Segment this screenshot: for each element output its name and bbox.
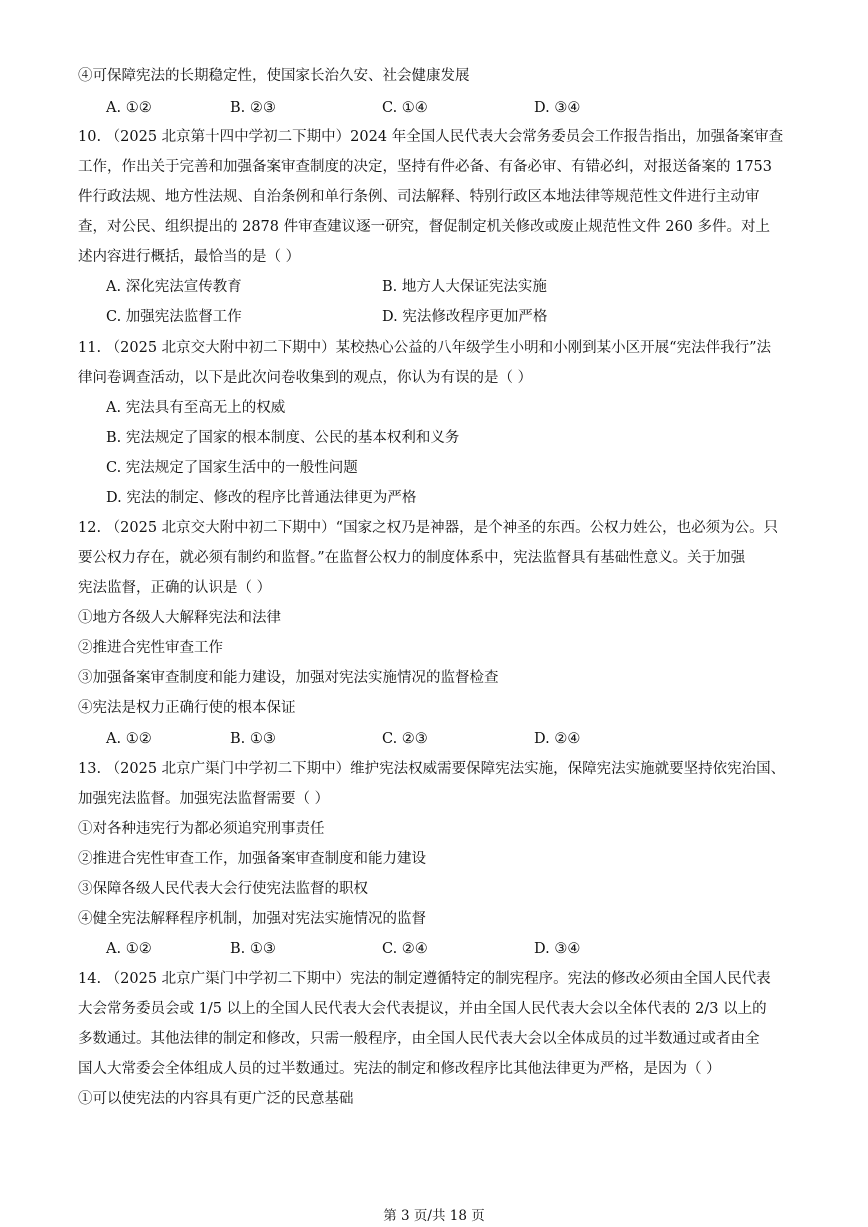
q10-option-a: A. 深化宪法宣传教育 [106,279,242,295]
q13-statement-2: ②推进合宪性审查工作，加强备案审查制度和能力建设 [78,851,426,867]
q10-options-row-1 [78,277,838,297]
q9-options [78,98,838,118]
q14-stem-line-1: 14. （2025 北京广渠门中学初二下期中）宪法的制定遵循特定的制宪程序。宪法的修改必须由全国人民代表 [78,971,771,987]
q13-option-c: C. ②④ [382,941,428,957]
q11-stem-line-1: 11. （2025 北京交大附中初二下期中）某校热心公益的八年级学生小明和小刚到某小区开展“宪法伴我行”法 [78,340,772,356]
q9-option-b: B. ②③ [230,100,276,116]
q14-stem-line-4: 国人大常委会全体组成人员的过半数通过。宪法的制定和修改程序比其他法律更为严格，是因为（ ） [78,1061,721,1077]
q10-stem-line-3: 件行政法规、地方性法规、自治条例和单行条例、司法解释、特别行政区本地法律等规范性文件进行主动审 [78,189,760,205]
q12-options [78,729,838,749]
q12-option-b: B. ①③ [230,731,276,747]
q12-stem-line-2: 要公权力存在，就必须有制约和监督。”在监督公权力的制度体系中，宪法监督具有基础性意义。关于加强 [78,550,746,566]
q12-statement-2: ②推进合宪性审查工作 [78,640,223,656]
q11-option-c: C. 宪法规定了国家生活中的一般性问题 [106,460,358,476]
q12-statement-4: ④宪法是权力正确行使的根本保证 [78,700,296,716]
q10-option-c: C. 加强宪法监督工作 [106,309,242,325]
q13-option-b: B. ①③ [230,941,276,957]
q11-option-d: D. 宪法的制定、修改的程序比普通法律更为严格 [106,490,417,506]
q10-options-row-2 [78,307,838,327]
q13-options [78,939,838,959]
q10-stem-line-4: 查，对公民、组织提出的 2878 件审查建议逐一研究，督促制定机关修改或废止规范性文件 260 多件。对上 [78,219,771,235]
q10-option-d: D. 宪法修改程序更加严格 [382,309,548,325]
q14-stem-line-3: 多数通过。其他法律的制定和修改，只需一般程序，由全国人民代表大会以全体成员的过半数通过或者由全 [78,1031,760,1047]
q12-option-c: C. ②③ [382,731,428,747]
q10-stem-line-2: 工作，作出关于完善和加强备案审查制度的决定，坚持有件必备、有备必审、有错必纠，对报送备案的 1753 [78,159,773,175]
q9-statement-4: ④可保障宪法的长期稳定性，使国家长治久安、社会健康发展 [78,68,470,84]
q13-option-d: D. ③④ [534,941,581,957]
q13-statement-1: ①对各种违宪行为都必须追究刑事责任 [78,821,325,837]
q10-option-b: B. 地方人大保证宪法实施 [382,279,547,295]
q11-stem-line-2: 律问卷调查活动，以下是此次问卷收集到的观点，你认为有误的是（ ） [78,370,533,386]
q11-option-b: B. 宪法规定了国家的根本制度、公民的基本权利和义务 [106,430,460,446]
q10-stem-line-5: 述内容进行概括，最恰当的是（ ） [78,249,301,265]
q14-statement-1: ①可以使宪法的内容具有更广泛的民意基础 [78,1091,354,1107]
q10-stem-line-1: 10. （2025 北京第十四中学初二下期中）2024 年全国人民代表大会常务委员会工作报告指出，加强备案审查 [78,129,784,145]
q12-stem-line-3: 宪法监督，正确的认识是（ ） [78,580,272,596]
q12-statement-1: ①地方各级人大解释宪法和法律 [78,610,281,626]
q12-option-a: A. ①② [106,731,152,747]
q13-stem-line-1: 13. （2025 北京广渠门中学初二下期中）维护宪法权威需要保障宪法实施，保障宪法实施就要坚持依宪治国、 [78,761,786,777]
q12-stem-line-1: 12. （2025 北京交大附中初二下期中）“国家之权乃是神器，是个神圣的东西。公权力姓公，也必须为公。只 [78,520,779,536]
q12-option-d: D. ②④ [534,731,581,747]
q13-stem-line-2: 加强宪法监督。加强宪法监督需要（ ） [78,791,330,807]
q13-statement-3: ③保障各级人民代表大会行使宪法监督的职权 [78,881,368,897]
q14-stem-line-2: 大会常务委员会或 1/5 以上的全国人民代表大会代表提议，并由全国人民代表大会以全体代表的 2/3 以上的 [78,1001,767,1017]
q9-option-d: D. ③④ [534,100,581,116]
q13-option-a: A. ①② [106,941,152,957]
page-number: 第 3 页/共 18 页 [383,1208,485,1224]
q9-option-c: C. ①④ [382,100,428,116]
q11-option-a: A. 宪法具有至高无上的权威 [106,400,286,416]
q13-statement-4: ④健全宪法解释程序机制，加强对宪法实施情况的监督 [78,911,426,927]
q9-option-a: A. ①② [106,100,152,116]
q12-statement-3: ③加强备案审查制度和能力建设，加强对宪法实施情况的监督检查 [78,670,499,686]
